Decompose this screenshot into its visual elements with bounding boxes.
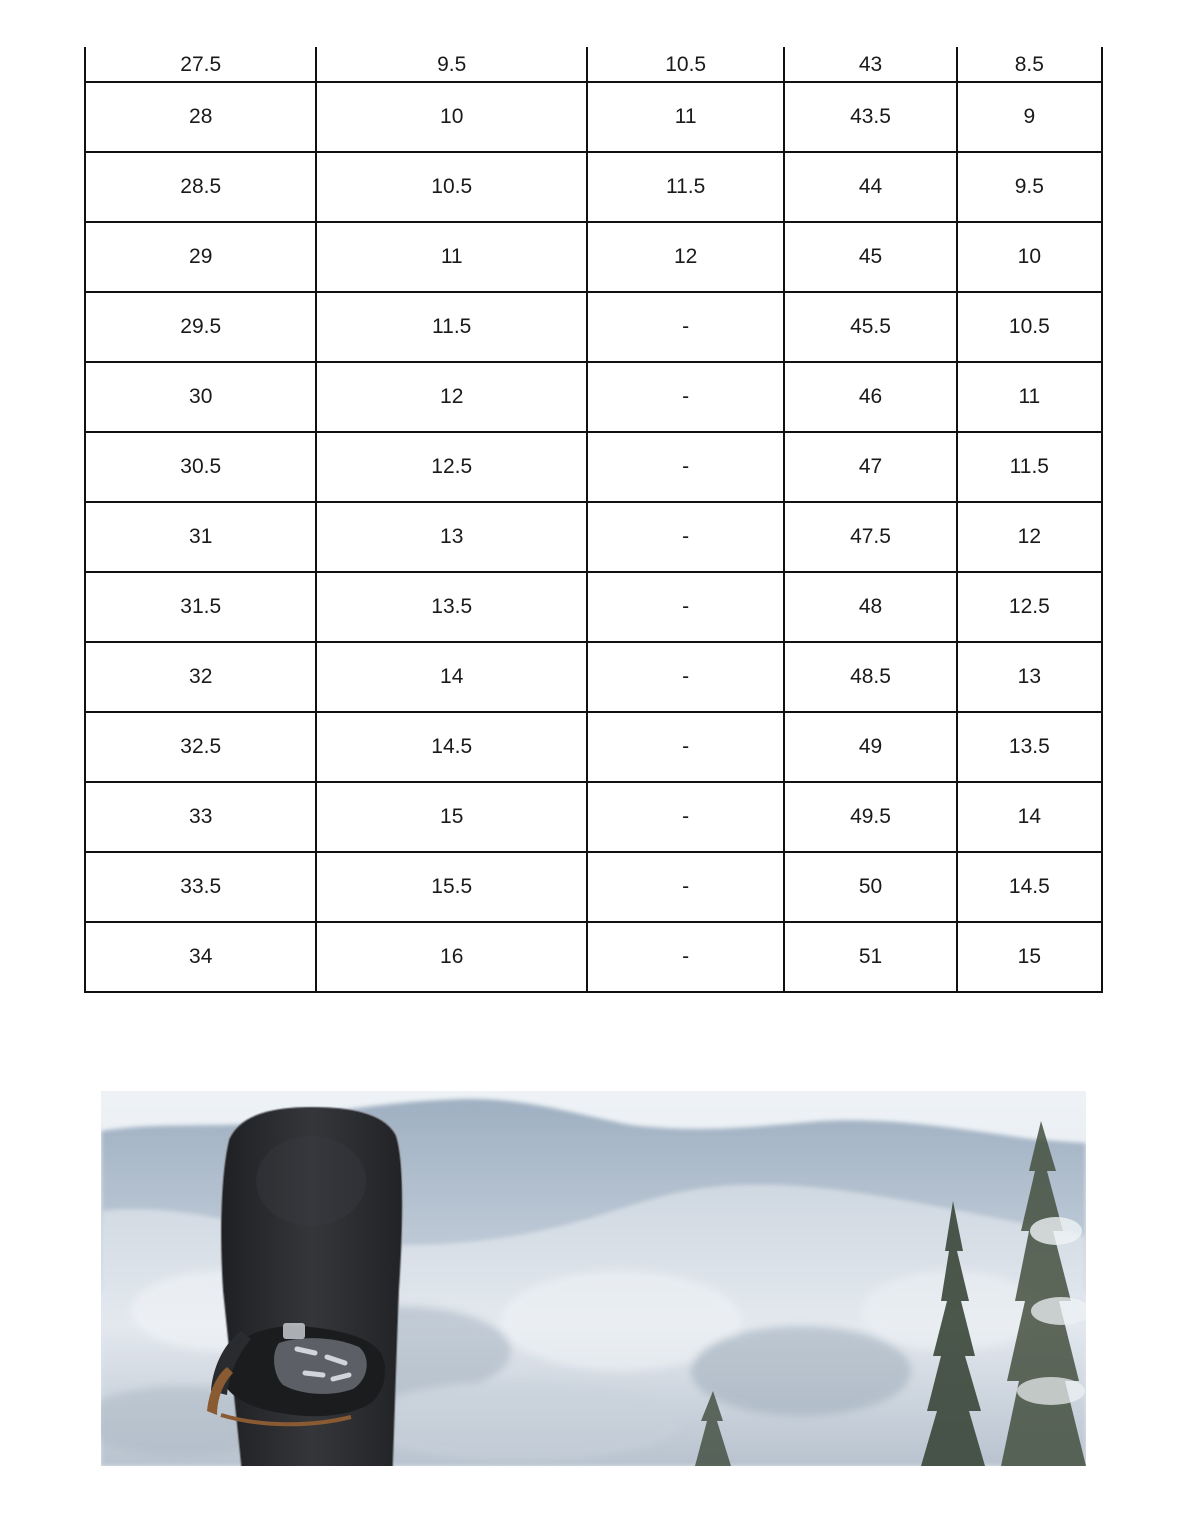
- table-cell: 10.5: [316, 152, 587, 222]
- table-cell: 31.5: [85, 572, 316, 642]
- table-cell: 32: [85, 642, 316, 712]
- table-cell: -: [587, 642, 784, 712]
- table-cell: 9: [957, 82, 1102, 152]
- table-cell: 12.5: [957, 572, 1102, 642]
- table-cell: 49: [784, 712, 956, 782]
- table-cell: -: [587, 782, 784, 852]
- snowboard-mountain-photo: [101, 1091, 1086, 1466]
- table-cell: 11: [957, 362, 1102, 432]
- table-cell: 13.5: [957, 712, 1102, 782]
- table-cell: 43: [784, 47, 956, 82]
- table-row: [85, 432, 1102, 502]
- table-row: [85, 572, 1102, 642]
- table-cell: 47.5: [784, 502, 956, 572]
- table-cell: 14: [316, 642, 587, 712]
- table-row: [85, 222, 1102, 292]
- table-row: [85, 642, 1102, 712]
- table-row: [85, 152, 1102, 222]
- table-cell: 12: [587, 222, 784, 292]
- table-cell: 32.5: [85, 712, 316, 782]
- table-row: [85, 47, 1102, 82]
- table-cell: 33.5: [85, 852, 316, 922]
- table-cell: 43.5: [784, 82, 956, 152]
- table-cell: 12: [316, 362, 587, 432]
- table-row: [85, 782, 1102, 852]
- table-row: [85, 712, 1102, 782]
- table-cell: 12.5: [316, 432, 587, 502]
- table-cell: 9.5: [316, 47, 587, 82]
- table-cell: -: [587, 572, 784, 642]
- table-cell: 8.5: [957, 47, 1102, 82]
- table-cell: 28.5: [85, 152, 316, 222]
- table-row: [85, 502, 1102, 572]
- table-cell: 16: [316, 922, 587, 992]
- table-cell: 13.5: [316, 572, 587, 642]
- table-cell: 44: [784, 152, 956, 222]
- table-cell: 48: [784, 572, 956, 642]
- table-cell: 30: [85, 362, 316, 432]
- size-chart-table: [84, 47, 1103, 993]
- table-cell: 14.5: [957, 852, 1102, 922]
- table-cell: 15.5: [316, 852, 587, 922]
- table-cell: 15: [316, 782, 587, 852]
- table-cell: 10: [316, 82, 587, 152]
- table-cell: 33: [85, 782, 316, 852]
- table-row: [85, 852, 1102, 922]
- table-cell: 49.5: [784, 782, 956, 852]
- table-cell: 10.5: [957, 292, 1102, 362]
- table-cell: 13: [316, 502, 587, 572]
- table-cell: 11: [316, 222, 587, 292]
- photo-illustration: [101, 1091, 1086, 1466]
- table-row: [85, 362, 1102, 432]
- table-cell: 29: [85, 222, 316, 292]
- table-cell: 29.5: [85, 292, 316, 362]
- table-cell: 9.5: [957, 152, 1102, 222]
- table-cell: 11.5: [957, 432, 1102, 502]
- table-cell: 28: [85, 82, 316, 152]
- table-cell: 31: [85, 502, 316, 572]
- table-cell: -: [587, 362, 784, 432]
- table-cell: 15: [957, 922, 1102, 992]
- table-cell: 46: [784, 362, 956, 432]
- table-cell: 34: [85, 922, 316, 992]
- table-cell: 50: [784, 852, 956, 922]
- table-row: [85, 82, 1102, 152]
- table-cell: -: [587, 432, 784, 502]
- table-cell: 45.5: [784, 292, 956, 362]
- table-cell: -: [587, 502, 784, 572]
- table-cell: 51: [784, 922, 956, 992]
- table-cell: 10.5: [587, 47, 784, 82]
- table-cell: 30.5: [85, 432, 316, 502]
- table-row: [85, 292, 1102, 362]
- table-cell: -: [587, 922, 784, 992]
- table-cell: 10: [957, 222, 1102, 292]
- table-cell: -: [587, 292, 784, 362]
- table-cell: 14.5: [316, 712, 587, 782]
- table-row: [85, 922, 1102, 992]
- table-cell: 11.5: [587, 152, 784, 222]
- table-cell: 11.5: [316, 292, 587, 362]
- table-cell: 12: [957, 502, 1102, 572]
- table-cell: -: [587, 712, 784, 782]
- table-cell: 11: [587, 82, 784, 152]
- table-cell: 47: [784, 432, 956, 502]
- table-cell: 27.5: [85, 47, 316, 82]
- table-cell: 45: [784, 222, 956, 292]
- table-cell: -: [587, 852, 784, 922]
- table-cell: 13: [957, 642, 1102, 712]
- table-cell: 48.5: [784, 642, 956, 712]
- table-cell: 14: [957, 782, 1102, 852]
